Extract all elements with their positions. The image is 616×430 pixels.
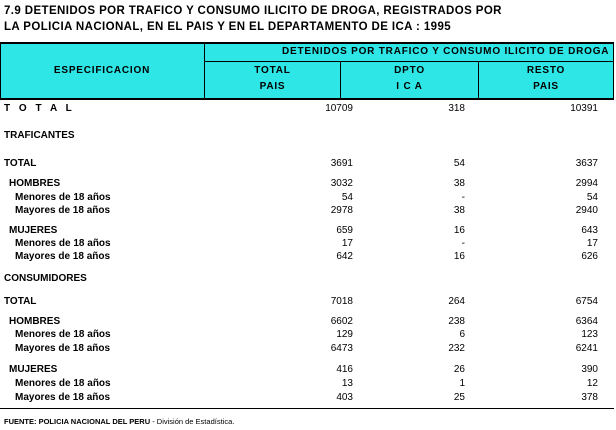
cell-dpto-ica: 16 (453, 225, 465, 236)
cell-total-pais: 17 (341, 238, 353, 249)
cell-dpto-ica: 6 (459, 329, 465, 340)
header-total-pais-1: TOTAL (254, 65, 291, 76)
cell-resto-pais: 390 (581, 364, 598, 375)
cell-resto-pais: 6241 (575, 343, 598, 354)
cell-resto-pais: 378 (581, 392, 598, 403)
cell-total-pais: 10709 (325, 103, 353, 114)
cell-total-pais: 3691 (330, 158, 353, 169)
row-label: Mayores de 18 años (15, 392, 111, 403)
row-label: MUJERES (9, 364, 58, 375)
row-label: TOTAL (4, 158, 37, 169)
source-note (4, 417, 234, 426)
table-row (0, 102, 616, 115)
cell-resto-pais: 6754 (575, 296, 598, 307)
table-row (0, 342, 616, 355)
table-row (0, 250, 616, 263)
cell-resto-pais: 626 (581, 251, 598, 262)
cell-resto-pais: 643 (581, 225, 598, 236)
cell-dpto-ica: 1 (459, 378, 465, 389)
table-title (4, 3, 610, 35)
table-row (0, 363, 616, 376)
table-row (0, 224, 616, 237)
cell-resto-pais: 6364 (575, 316, 598, 327)
cell-dpto-ica: 25 (453, 392, 465, 403)
cell-dpto-ica: 26 (453, 364, 465, 375)
cell-resto-pais: 123 (581, 329, 598, 340)
row-label: HOMBRES (9, 178, 61, 189)
table-row (0, 391, 616, 404)
cell-dpto-ica: 54 (453, 158, 465, 169)
row-label: TRAFICANTES (4, 130, 75, 141)
row-label: Menores de 18 años (15, 378, 111, 389)
header-total-pais-2: PAIS (259, 81, 286, 92)
row-label: CONSUMIDORES (4, 273, 87, 284)
cell-total-pais: 403 (336, 392, 353, 403)
cell-resto-pais: 10391 (570, 103, 598, 114)
cell-dpto-ica: - (461, 238, 465, 249)
table-row (0, 328, 616, 341)
cell-total-pais: 6473 (330, 343, 353, 354)
cell-dpto-ica: 38 (453, 205, 465, 216)
header-dpto-ica-1: DPTO (394, 65, 425, 76)
source-rest: - División de Estadística. (150, 417, 235, 426)
cell-total-pais: 129 (336, 329, 353, 340)
cell-dpto-ica: 318 (448, 103, 465, 114)
header-specificacion: ESPECIFICACION (53, 65, 151, 76)
cell-total-pais: 659 (336, 225, 353, 236)
row-label: Menores de 18 años (15, 192, 111, 203)
cell-total-pais: 2978 (330, 205, 353, 216)
table-row (0, 377, 616, 390)
header-group: DETENIDOS POR TRAFICO Y CONSUMO ILICITO DE DROGA (282, 46, 610, 57)
cell-total-pais: 416 (336, 364, 353, 375)
cell-total-pais: 642 (336, 251, 353, 262)
cell-total-pais: 6602 (330, 316, 353, 327)
table-row (0, 315, 616, 328)
cell-resto-pais: 12 (586, 378, 598, 389)
bottom-rule (0, 408, 614, 409)
row-label: Menores de 18 años (15, 329, 111, 340)
row-label: Mayores de 18 años (15, 343, 111, 354)
title-line-2: LA POLICIA NACIONAL, EN EL PAIS Y EN EL DEPARTAMENTO DE ICA : 1995 (4, 21, 452, 33)
table-row (0, 295, 616, 308)
cell-resto-pais: 2940 (575, 205, 598, 216)
cell-resto-pais: 3637 (575, 158, 598, 169)
header-resto-pais-2: PAIS (533, 81, 559, 92)
cell-dpto-ica: 232 (448, 343, 465, 354)
cell-dpto-ica: - (461, 192, 465, 203)
row-label: HOMBRES (9, 316, 61, 327)
row-label: T O T A L (4, 103, 75, 114)
table-row (0, 204, 616, 217)
row-label: Mayores de 18 años (15, 251, 111, 262)
cell-total-pais: 13 (341, 378, 353, 389)
header-dpto-ica-2: I C A (396, 81, 423, 92)
table-row (0, 272, 616, 285)
table-row (0, 157, 616, 170)
cell-dpto-ica: 38 (453, 178, 465, 189)
table-row (0, 177, 616, 190)
cell-total-pais: 7018 (330, 296, 353, 307)
cell-total-pais: 3032 (330, 178, 353, 189)
cell-resto-pais: 54 (586, 192, 598, 203)
row-label: Menores de 18 años (15, 238, 111, 249)
title-line-1: 7.9 DETENIDOS POR TRAFICO Y CONSUMO ILICITO DE DROGA, REGISTRADOS POR (4, 5, 502, 17)
source-prefix: FUENTE: POLICIA NACIONAL DEL PERU (4, 417, 151, 426)
cell-dpto-ica: 238 (448, 316, 465, 327)
cell-resto-pais: 17 (586, 238, 598, 249)
row-label: TOTAL (4, 296, 37, 307)
table-row (0, 129, 616, 142)
cell-total-pais: 54 (341, 192, 353, 203)
header-resto-pais-1: RESTO (526, 65, 566, 76)
cell-dpto-ica: 264 (448, 296, 465, 307)
row-label: MUJERES (9, 225, 58, 236)
table-row (0, 191, 616, 204)
table-header (0, 42, 614, 100)
cell-dpto-ica: 16 (453, 251, 465, 262)
row-label: Mayores de 18 años (15, 205, 111, 216)
cell-resto-pais: 2994 (575, 178, 598, 189)
table-row (0, 237, 616, 250)
